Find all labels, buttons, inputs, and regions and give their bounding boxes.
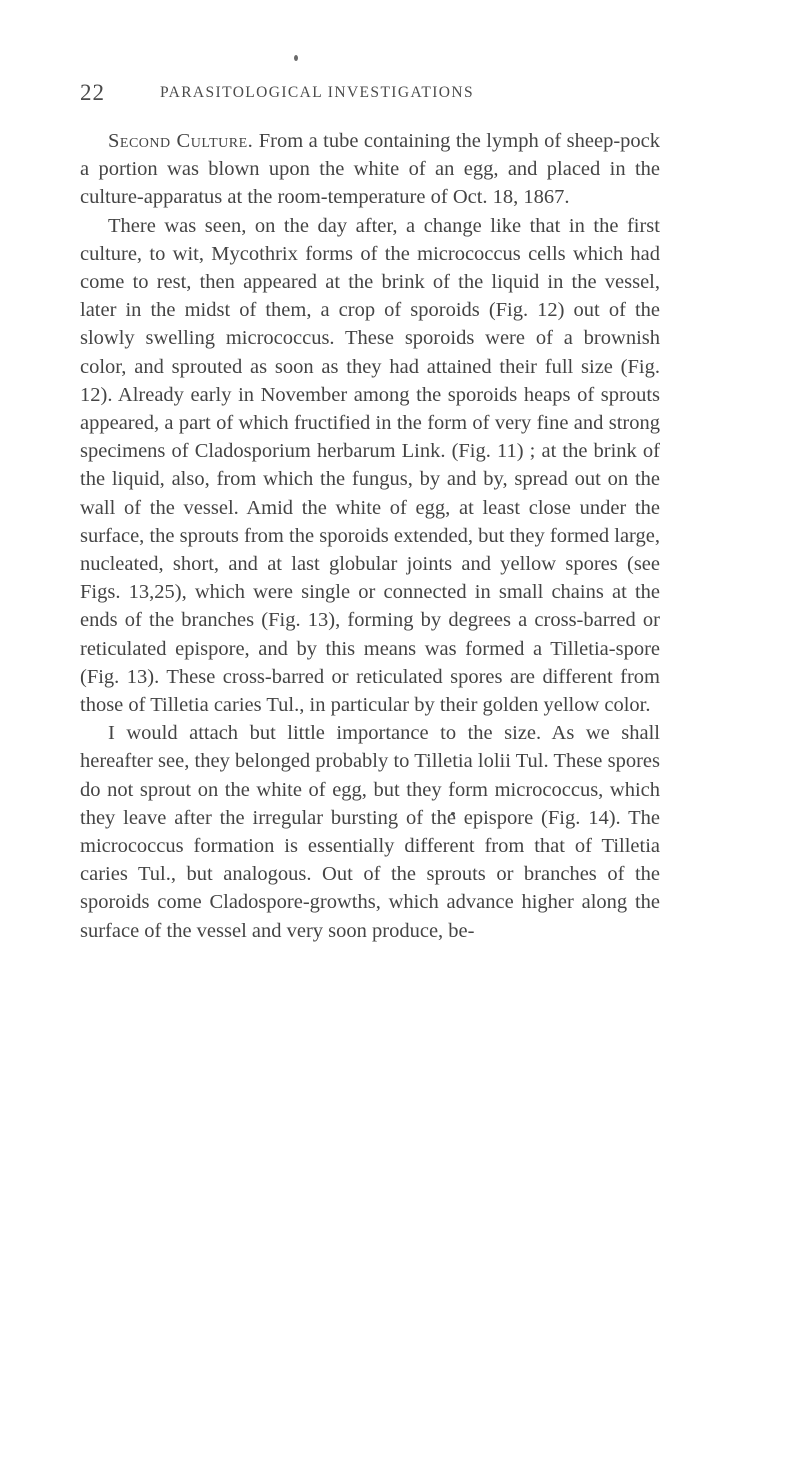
page-header	[80, 80, 660, 110]
running-head: PARASITOLOGICAL INVESTIGATIONS	[160, 84, 474, 101]
ink-speck	[294, 55, 298, 61]
paragraph: I would attach but little importance to the size. As we shall hereafter see, they belonged probably to Tilletia lolii Tul. These spores do not sprout on the white of egg, but they form micrococcus, which they leave after the irregular bursting of the epispore (Fig. 14). The micrococcus formation is essentially different from that of Tilletia caries Tul., but analogous. Out of the sprouts or branches of the sporoids come Cladospore-growths, which advance higher along the surface of the vessel and very soon produce, be-	[80, 722, 660, 942]
section-lead: Second Culture.	[108, 130, 254, 152]
body-text	[80, 127, 660, 945]
paragraph	[80, 127, 660, 212]
paragraph-text: From a tube containing the lymph of sheep-pock a portion was blown upon the white of an egg, and placed in the culture-apparatus at the room-temperature of Oct. 18, 1867.	[80, 130, 660, 209]
page-number: 22	[80, 80, 105, 105]
paragraph: There was seen, on the day after, a change like that in the first culture, to wit, Mycothrix forms of the micrococcus cells which had come to rest, then appeared at the brink of the liquid in the vessel, later in the midst of them, a crop of sporoids (Fig. 12) out of the slowly swelling micrococcus. These sporoids were of a brownish color, and sprouted as soon as they had attained their full size (Fig. 12). Already early in November among the sporoids heaps of sprouts appeared, a part of which fructified in the form of very fine and strong specimens of Cladosporium herbarum Link. (Fig. 11) ; at the brink of the liquid, also, from which the fungus, by and by, spread out on the wall of the vessel. Amid the white of egg, at least close under the surface, the sprouts from the sporoids extended, but they formed large, nucleated, short, and at last globular joints and yellow spores (see Figs. 13,25), which were single or connected in small chains at the ends of the branches (Fig. 13), forming by degrees a cross-barred or reticulated epispore, and by this means was formed a Tilletia-spore (Fig. 13). These cross-barred or reticulated spores are different from those of Tilletia caries Tul., in particular by their golden yellow color.	[80, 214, 660, 717]
